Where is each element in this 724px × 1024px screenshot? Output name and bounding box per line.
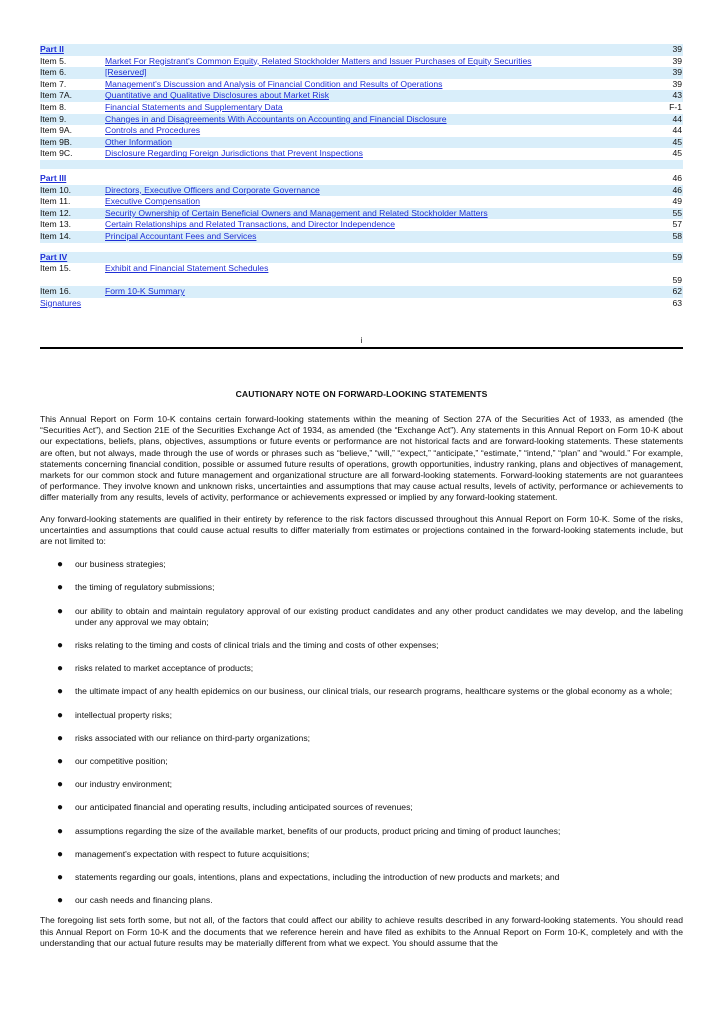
toc-page: 45: [672, 148, 682, 159]
toc-signatures[interactable]: [40, 298, 683, 310]
toc-link[interactable]: Executive Compensation: [105, 196, 201, 207]
bullet-icon: ●: [57, 640, 64, 652]
list-item-text: our industry environment;: [75, 779, 172, 790]
toc-link[interactable]: Management's Discussion and Analysis of Financial Condition and Results of Operations: [105, 78, 443, 89]
list-item: [40, 582, 683, 593]
toc-item-number: Item 5.: [40, 55, 67, 66]
toc-item-number: Item 10.: [40, 184, 72, 195]
toc-link[interactable]: Certain Relationships and Related Transactions, and Director Independence: [105, 219, 395, 230]
toc-page: 62: [672, 286, 682, 297]
toc-row[interactable]: [40, 219, 683, 231]
toc-page: 63: [672, 297, 682, 308]
toc-link[interactable]: Controls and Procedures: [105, 125, 201, 136]
toc-row[interactable]: [40, 125, 683, 137]
list-item: [40, 606, 683, 628]
section-heading: CAUTIONARY NOTE ON FORWARD-LOOKING STATEMENTS: [235, 389, 488, 399]
toc-row[interactable]: [40, 286, 683, 298]
toc-row[interactable]: [40, 148, 683, 160]
bullet-icon: ●: [57, 605, 64, 617]
toc-page: 39: [672, 44, 682, 54]
list-item: [40, 710, 683, 721]
toc-part-ii[interactable]: [40, 44, 683, 56]
list-item-text: statements regarding our goals, intentions, plans and expectations, including the introduction of new products and markets; and: [75, 872, 560, 883]
list-item: [40, 686, 683, 697]
list-item-text: management's expectation with respect to future acquisitions;: [75, 848, 310, 859]
toc-row[interactable]: [40, 56, 683, 68]
toc-row[interactable]: [40, 90, 683, 102]
toc-item-number: Item 9B.: [40, 136, 72, 147]
toc-row[interactable]: [40, 102, 683, 114]
paragraph-intro: This Annual Report on Form 10-K contains certain forward-looking statements within the meaning of Section 27A of the Securities Act of 1933, as amended (the “Securities Act”), and Section 21E of the Securities Exchange Act of 1934, as amended (the “Exchange Act”). Any statements in this Annual Report on Form 10-K about our expectations, beliefs, plans, objectives, assumptions or future events or performance are not historical facts and are forward-looking statements. These statements are often, but not always, made through the use of words or phrases such as “believe,” “will,” “expect,” “anticipate,” “estimate,” “intend,” “plan” and “would.” For example, statements concerning financial condition, possible or assumed future results of operations, growth opportunities, industry ranking, plans and objectives of management, markets for our common stock and future management and organizational structure are all forward-looking statements. Forward-looking statements are not guarantees of performance. They involve known and unknown risks, uncertainties and assumptions that may cause actual results, levels of activity, performance or achievements to differ materially from any results, levels of activity, performance or achievements expressed or implied by any forward-looking statement.: [40, 414, 683, 503]
list-item: [40, 895, 683, 906]
toc-page: 55: [672, 207, 682, 218]
list-item-text: risks associated with our reliance on third-party organizations;: [75, 732, 311, 743]
bullet-icon: ●: [57, 756, 64, 768]
bullet-icon: ●: [57, 779, 64, 791]
list-item-text: risks related to market acceptance of products;: [75, 663, 254, 674]
toc-link[interactable]: Form 10-K Summary: [105, 286, 185, 297]
list-item-text: the ultimate impact of any health epidemics on our business, our clinical trials, our research programs, healthcare systems or the global economy as a whole;: [75, 686, 673, 697]
toc-item-number: Item 9C.: [40, 148, 73, 159]
page-number: i: [360, 336, 363, 345]
toc-link[interactable]: Directors, Executive Officers and Corporate Governance: [105, 184, 320, 195]
toc-part-label[interactable]: Part IV: [40, 251, 68, 262]
toc-page: 43: [672, 90, 682, 101]
bullet-icon: ●: [57, 872, 64, 884]
toc-page: 39: [672, 78, 682, 89]
list-item-text: our business strategies;: [75, 559, 166, 570]
toc-link[interactable]: [Reserved]: [105, 67, 147, 78]
toc-link[interactable]: Principal Accountant Fees and Services: [105, 230, 257, 241]
toc-row[interactable]: [40, 114, 683, 126]
toc-row[interactable]: [40, 208, 683, 220]
toc-item-number: Item 9A.: [40, 125, 72, 136]
bullet-icon: ●: [57, 848, 64, 860]
toc-item-number: Item 11.: [40, 196, 71, 207]
toc-item-number: Item 14.: [40, 230, 72, 241]
bullet-icon: ●: [57, 559, 64, 571]
toc-part-label[interactable]: Part II: [40, 44, 64, 54]
list-item: [40, 733, 683, 744]
toc-link[interactable]: Exhibit and Financial Statement Schedules: [105, 263, 269, 274]
table-of-contents: [40, 44, 683, 309]
toc-link[interactable]: Market For Registrant's Common Equity, Related Stockholder Matters and Issuer Purchases of Equity Securities: [105, 55, 532, 66]
list-item: [40, 849, 683, 860]
toc-page: 59: [672, 274, 682, 285]
toc-row[interactable]: [40, 231, 683, 243]
toc-page: 49: [672, 196, 682, 207]
list-item: [40, 826, 683, 837]
toc-spacer: [40, 160, 683, 169]
toc-page: 44: [672, 125, 682, 136]
toc-row[interactable]: [40, 263, 683, 286]
list-item: [40, 640, 683, 651]
toc-row[interactable]: [40, 185, 683, 197]
toc-item-number: Item 13.: [40, 219, 72, 230]
toc-item-number: Item 15.: [40, 263, 72, 274]
toc-part-iii[interactable]: [40, 173, 683, 185]
toc-link-signatures[interactable]: Signatures: [40, 297, 82, 308]
bullet-icon: ●: [57, 709, 64, 721]
page-divider: [40, 347, 683, 349]
bullet-icon: ●: [57, 802, 64, 814]
toc-page: 59: [672, 251, 682, 262]
bullet-icon: ●: [57, 582, 64, 594]
list-item: [40, 559, 683, 570]
toc-row[interactable]: [40, 196, 683, 208]
toc-item-number: Item 7.: [40, 78, 67, 89]
toc-item-number: Item 9.: [40, 113, 67, 124]
bullet-icon: ●: [57, 663, 64, 675]
toc-page: 39: [672, 67, 682, 78]
toc-link[interactable]: Disclosure Regarding Foreign Jurisdictions that Prevent Inspections: [105, 148, 363, 159]
toc-page: 45: [672, 136, 682, 147]
list-item-text: the timing of regulatory submissions;: [75, 582, 215, 593]
toc-page: 46: [672, 172, 682, 183]
list-item: [40, 663, 683, 674]
list-item-text: intellectual property risks;: [75, 709, 172, 720]
toc-page: 46: [672, 184, 682, 195]
toc-link[interactable]: Quantitative and Qualitative Disclosures about Market Risk: [105, 90, 330, 101]
toc-spacer: [40, 243, 683, 252]
toc-row[interactable]: [40, 137, 683, 149]
toc-part-label[interactable]: Part III: [40, 172, 67, 183]
list-item: [40, 779, 683, 790]
toc-row[interactable]: [40, 67, 683, 79]
toc-item-number: Item 8.: [40, 101, 67, 112]
list-item: [40, 802, 683, 813]
cautionary-note-section: [40, 389, 683, 949]
toc-page: 44: [672, 113, 682, 124]
paragraph-closing: The foregoing list sets forth some, but not all, of the factors that could affect our ability to achieve results described in any forward-looking statements. You should read this Annual Report on Form 10-K and the documents that we reference herein and have filed as exhibits to the Annual Report on Form 10-K, completely and with the understanding that our actual future results may be materially different from what we expect. You should assume that the: [40, 915, 683, 948]
toc-link[interactable]: Financial Statements and Supplementary Data: [105, 101, 283, 112]
list-item: [40, 756, 683, 767]
list-item-text: assumptions regarding the size of the available market, benefits of our products, product pricing and timing of product launches;: [75, 825, 561, 836]
list-item-text: risks relating to the timing and costs of clinical trials and the timing and costs of other expenses;: [75, 640, 439, 651]
list-item-text: our competitive position;: [75, 756, 168, 767]
list-item-text: our ability to obtain and maintain regulatory approval of our existing product candidates and any other product candidates we may develop, and the labeling under any approval we may obtain;: [75, 605, 683, 627]
toc-item-number: Item 12.: [40, 207, 72, 218]
toc-item-number: Item 7A.: [40, 90, 72, 101]
bullet-icon: ●: [57, 686, 64, 698]
toc-part-iv[interactable]: [40, 252, 683, 264]
list-item-text: our cash needs and financing plans.: [75, 895, 213, 906]
bullet-icon: ●: [57, 895, 64, 907]
toc-link[interactable]: Changes in and Disagreements With Accountants on Accounting and Financial Disclosure: [105, 113, 447, 124]
toc-page: 39: [672, 55, 682, 66]
bullet-icon: ●: [57, 825, 64, 837]
risk-factor-list: [40, 559, 683, 906]
toc-item-number: Item 16.: [40, 286, 72, 297]
toc-link[interactable]: Other Information: [105, 136, 172, 147]
paragraph-risks: Any forward-looking statements are qualified in their entirety by reference to the risk factors discussed throughout this Annual Report on Form 10-K. Some of the risks, uncertainties and assumptions that could cause actual results to differ materially from estimates or projections contained in the forward-looking statements include, but are not limited to:: [40, 513, 683, 547]
toc-link[interactable]: Security Ownership of Certain Beneficial Owners and Management and Related Stockholder Matters: [105, 207, 488, 218]
bullet-icon: ●: [57, 732, 64, 744]
toc-row[interactable]: [40, 79, 683, 91]
toc-page: 58: [672, 230, 682, 241]
toc-item-number: Item 6.: [40, 67, 67, 78]
list-item: [40, 872, 683, 883]
list-item-text: our anticipated financial and operating results, including anticipated sources of revenues;: [75, 802, 413, 813]
toc-page: 57: [672, 219, 682, 230]
toc-page: F-1: [669, 101, 682, 112]
